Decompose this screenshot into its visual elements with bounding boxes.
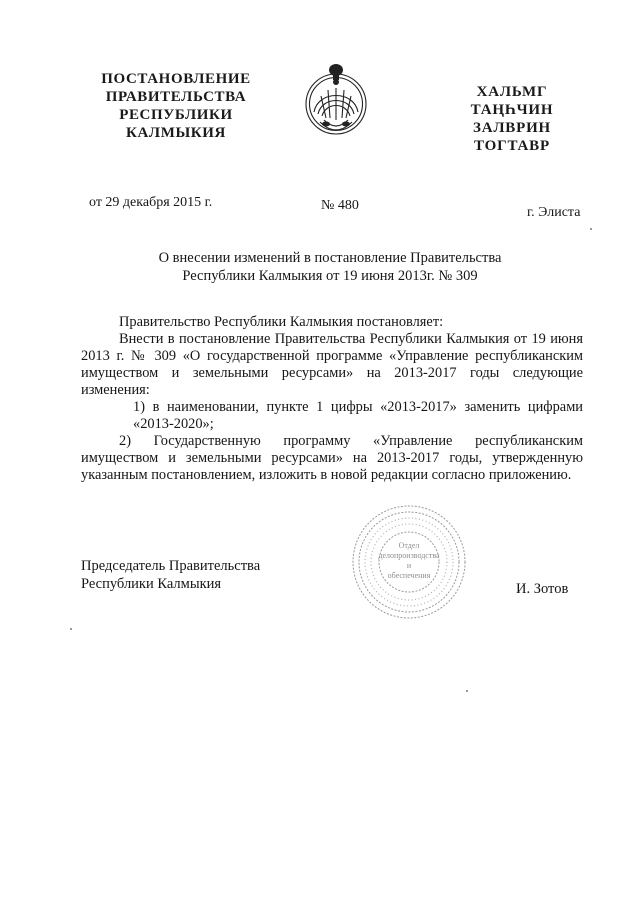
scan-speck — [70, 628, 72, 630]
main-paragraph: Внести в постановление Правительства Республики Калмыкия от 19 июня 2013 г. № 309 «О государственной программе «Управление республиканским имуществом и земельными ресурсами» на 2013-2017 годы следующие изменения: — [81, 331, 583, 398]
header-left-line: КАЛМЫКИЯ — [126, 125, 226, 141]
stamp-text-line: делопроизводства — [378, 551, 440, 560]
document-title — [120, 249, 540, 285]
header-right-title — [452, 83, 572, 155]
header-left-line: РЕСПУБЛИКИ — [119, 107, 233, 123]
document-city: г. Элиста — [527, 205, 581, 220]
title-line: Республики Калмыкия от 19 июня 2013г. № 309 — [182, 268, 478, 284]
header-right-line: ЗАЛВРИН — [472, 120, 552, 136]
document-number: № 480 — [321, 198, 359, 213]
header-left-title — [88, 70, 264, 142]
header-right-line: ХАЛЬМГ — [476, 84, 548, 100]
position-line: Республики Калмыкия — [81, 576, 222, 592]
document-body — [81, 314, 583, 484]
stamp-text-line: Отдел — [398, 541, 420, 550]
stamp-text-line: обеспечения — [387, 571, 431, 580]
signatory-name: И. Зотов — [516, 581, 569, 597]
document-date: от 29 декабря 2015 г. — [89, 195, 213, 210]
header-left-line: ПОСТАНОВЛЕНИЕ — [101, 71, 251, 87]
kalmykia-coat-of-arms-icon — [302, 60, 370, 140]
list-item-1: 1) в наименовании, пункте 1 цифры «2013-2017» заменить цифрами «2013-2020»; — [133, 399, 583, 432]
position-line: Председатель Правительства — [81, 558, 261, 574]
list-item-2: 2) Государственную программу «Управление республиканским имуществом и земельными ресурсами» на 2013-2017 годы, утвержденную указанным постановлением, изложить в новой редакции согласно приложению. — [81, 433, 583, 483]
header-right-line: ТОГТАВР — [474, 138, 550, 154]
scan-speck — [590, 228, 592, 230]
stamp-text-line: и — [406, 561, 412, 570]
header-right-line: ТАҢҺЧИН — [470, 102, 554, 118]
title-line: О внесении изменений в постановление Правительства — [158, 250, 502, 266]
header-left-line: ПРАВИТЕЛЬСТВА — [105, 89, 247, 105]
intro-paragraph: Правительство Республики Калмыкия постановляет: — [119, 314, 444, 330]
scan-speck — [466, 690, 468, 692]
signatory-position — [81, 557, 260, 593]
official-stamp — [346, 502, 472, 622]
